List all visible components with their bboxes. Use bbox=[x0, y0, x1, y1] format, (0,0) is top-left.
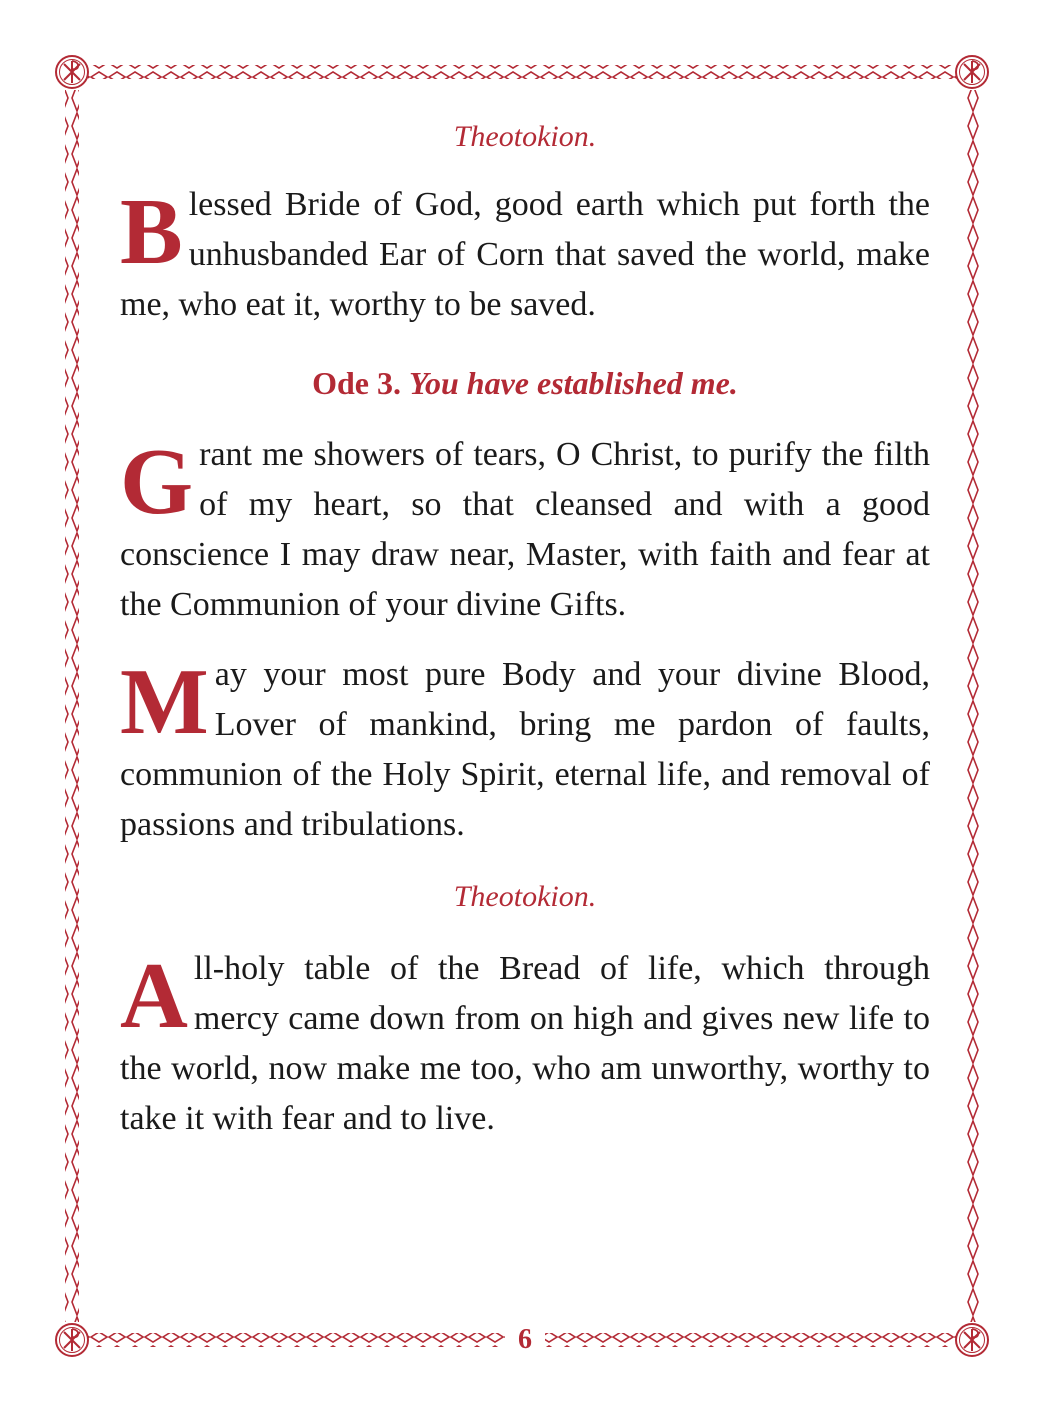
troparion-paragraph bbox=[120, 430, 930, 630]
ode-irmos-title: You have established me. bbox=[409, 365, 738, 401]
paragraph-text: rant me showers of tears, O Christ, to purify the filth of my heart, so that cleansed and with a good conscience I may draw near, Master, with faith and fear at the Communion of your divine Gifts. bbox=[120, 436, 930, 623]
top-border-chain bbox=[88, 65, 962, 79]
troparion-paragraph bbox=[120, 650, 930, 850]
drop-cap: B bbox=[120, 180, 183, 284]
bottom-right-chi-rho-icon bbox=[956, 1324, 988, 1356]
right-border-chain bbox=[965, 90, 979, 1322]
theotokion-heading: Theotokion. bbox=[453, 880, 597, 913]
bottom-left-chi-rho-icon bbox=[56, 1324, 88, 1356]
drop-cap: M bbox=[120, 650, 209, 754]
left-border-chain bbox=[65, 90, 79, 1322]
page-number: 6 bbox=[505, 1320, 545, 1360]
troparion-paragraph bbox=[120, 944, 930, 1144]
paragraph-text: lessed Bride of God, good earth which put forth the unhusbanded Ear of Corn that saved the world, make me, who eat it, worthy to be saved. bbox=[120, 186, 930, 323]
paragraph-text: ay your most pure Body and your divine Blood, Lover of mankind, bring me pardon of faults, communion of the Holy Spirit, eternal life, and removal of passions and tribulations. bbox=[120, 656, 930, 843]
page-content bbox=[120, 112, 930, 1144]
theotokion-heading: Theotokion. bbox=[453, 120, 597, 153]
ode-number: Ode 3. bbox=[312, 365, 401, 401]
paragraph-text: ll-holy table of the Bread of life, which through mercy came down from on high and gives new life to the world, now make me too, who am unworthy, worthy to take it with fear and to live. bbox=[120, 950, 930, 1137]
troparion-paragraph bbox=[120, 180, 930, 330]
ode-heading bbox=[120, 358, 930, 408]
drop-cap: A bbox=[120, 944, 188, 1048]
drop-cap: G bbox=[120, 430, 194, 534]
top-left-chi-rho-icon bbox=[56, 56, 88, 88]
top-right-chi-rho-icon bbox=[956, 56, 988, 88]
